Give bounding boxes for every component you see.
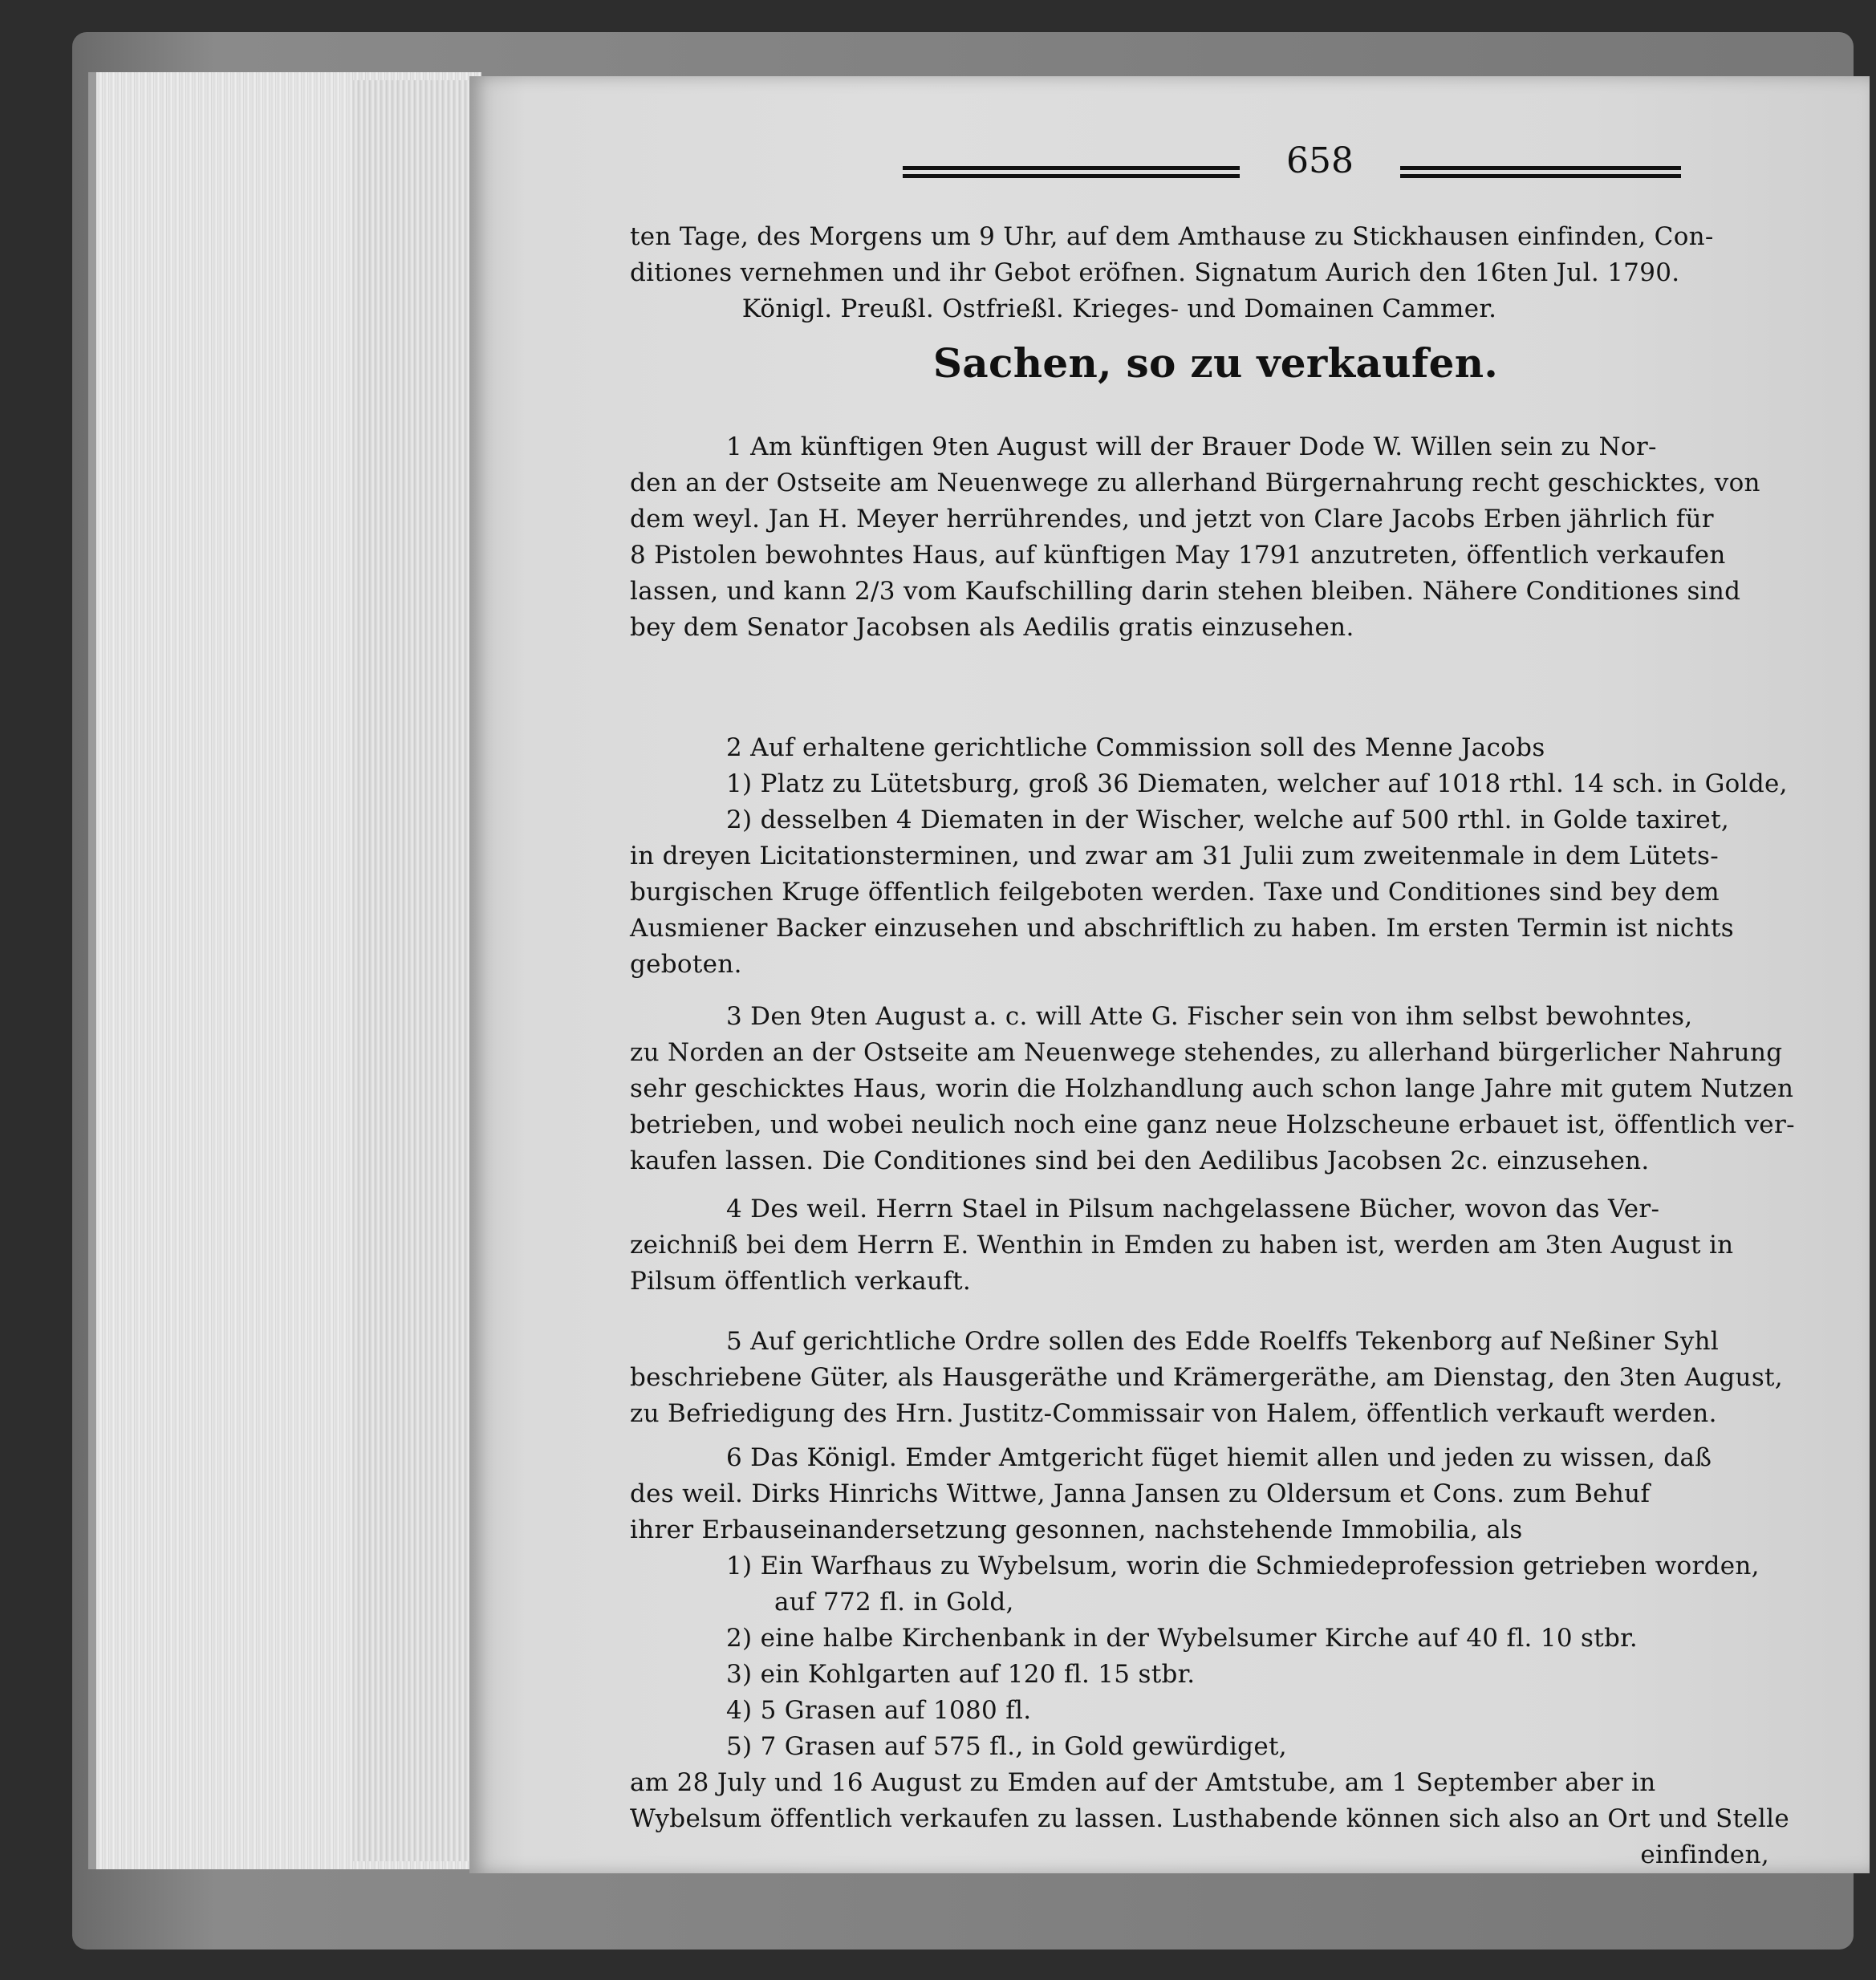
page-edges-inner	[353, 80, 473, 1861]
entry-6	[630, 1440, 1801, 1873]
entry-line: dem weyl. Jan H. Meyer herrührendes, und jetzt von Clare Jacobs Erben jährlich für	[630, 505, 1714, 534]
entry-5	[630, 1324, 1801, 1432]
header-rule-right	[1400, 166, 1681, 170]
intro-signature: Königl. Preußl. Ostfrießl. Krieges- und Domainen Cammer.	[741, 294, 1497, 323]
entry-line: 2 Auf erhaltene gerichtliche Commission soll des Menne Jacobs	[726, 733, 1545, 762]
entry-1	[630, 429, 1801, 646]
intro-paragraph	[630, 219, 1801, 327]
entry-2	[630, 730, 1801, 983]
entry-line: 3) ein Kohlgarten auf 120 fl. 15 stbr.	[726, 1660, 1196, 1689]
entry-line: Pilsum öffentlich verkauft.	[630, 1267, 971, 1296]
entry-line: 4 Des weil. Herrn Stael in Pilsum nachgelassene Bücher, wovon das Ver-	[726, 1195, 1660, 1223]
entry-line: auf 772 fl. in Gold,	[774, 1588, 1014, 1617]
entry-line: am 28 July und 16 August zu Emden auf der Amtstube, am 1 September aber in	[630, 1768, 1656, 1797]
entry-line: ihrer Erbauseinandersetzung gesonnen, nachstehende Immobilia, als	[630, 1515, 1523, 1544]
entry-4	[630, 1191, 1801, 1300]
entry-line: den an der Ostseite am Neuenwege zu allerhand Bürgernahrung recht geschicktes, von	[630, 469, 1760, 497]
entry-line: beschriebene Güter, als Hausgeräthe und Krämergeräthe, am Dienstag, den 3ten August,	[630, 1363, 1783, 1392]
entry-3	[630, 999, 1801, 1179]
entry-line: 8 Pistolen bewohntes Haus, auf künftigen May 1791 anzutreten, öffentlich verkaufen	[630, 541, 1726, 570]
entry-line: 4) 5 Grasen auf 1080 fl.	[726, 1696, 1032, 1725]
entry-line: in dreyen Licitationsterminen, und zwar am 31 Julii zum zweitenmale in dem Lütets-	[630, 842, 1720, 870]
entry-line: 6 Das Königl. Emder Amtgericht füget hiemit allen und jeden zu wissen, daß	[726, 1443, 1712, 1472]
entry-line: 2) eine halbe Kirchenbank in der Wybelsumer Kirche auf 40 fl. 10 stbr.	[726, 1624, 1638, 1653]
entry-line: kaufen lassen. Die Conditiones sind bei den Aedilibus Jacobsen 2c. einzusehen.	[630, 1146, 1650, 1175]
entry-line: bey dem Senator Jacobsen als Aedilis gratis einzusehen.	[630, 613, 1354, 642]
entry-line: einfinden,	[1640, 1840, 1769, 1869]
entry-line: sehr geschicktes Haus, worin die Holzhandlung auch schon lange Jahre mit gutem Nutzen	[630, 1074, 1794, 1103]
intro-line: ditiones vernehmen und ihr Gebot eröfnen. Signatum Aurich den 16ten Jul. 1790.	[630, 258, 1680, 287]
entry-line: 2) desselben 4 Diematen in der Wischer, welche auf 500 rthl. in Golde taxiret,	[726, 805, 1729, 834]
entry-line: lassen, und kann 2/3 vom Kaufschilling darin stehen bleiben. Nähere Conditiones sind	[630, 577, 1741, 606]
page-number: 658	[1286, 140, 1354, 181]
entry-line: 1) Platz zu Lütetsburg, groß 36 Diematen, welcher auf 1018 rthl. 14 sch. in Golde,	[726, 769, 1788, 798]
entry-line: geboten.	[630, 950, 742, 979]
header-rule-left	[903, 166, 1240, 170]
page-header	[903, 140, 1769, 205]
entry-line: 1 Am künftigen 9ten August will der Brauer Dode W. Willen sein zu Nor-	[726, 432, 1657, 461]
entry-line: burgischen Kruge öffentlich feilgeboten werden. Taxe und Conditiones sind bey dem	[630, 878, 1720, 907]
entry-line: des weil. Dirks Hinrichs Wittwe, Janna Jansen zu Oldersum et Cons. zum Behuf	[630, 1479, 1651, 1508]
entry-line: zu Befriedigung des Hrn. Justitz-Commissair von Halem, öffentlich verkauft werden.	[630, 1399, 1717, 1428]
entry-line: 5 Auf gerichtliche Ordre sollen des Edde Roelffs Tekenborg auf Neßiner Syhl	[726, 1327, 1720, 1356]
book-page	[469, 76, 1870, 1873]
entry-line: Ausmiener Backer einzusehen und abschriftlich zu haben. Im ersten Termin ist nichts	[630, 914, 1734, 943]
section-heading: Sachen, so zu verkaufen.	[932, 339, 1499, 387]
entry-line: zeichniß bei dem Herrn E. Wenthin in Emden zu haben ist, werden am 3ten August in	[630, 1231, 1734, 1260]
entry-line: zu Norden an der Ostseite am Neuenwege stehendes, zu allerhand bürgerlicher Nahrung	[630, 1038, 1783, 1067]
entry-line: 3 Den 9ten August a. c. will Atte G. Fischer sein von ihm selbst bewohntes,	[726, 1002, 1693, 1031]
intro-line: ten Tage, des Morgens um 9 Uhr, auf dem Amthause zu Stickhausen einfinden, Con-	[630, 222, 1714, 251]
entry-line: betrieben, und wobei neulich noch eine ganz neue Holzscheune erbauet ist, öffentlich ver-	[630, 1110, 1795, 1139]
entry-line: 5) 7 Grasen auf 575 fl., in Gold gewürdiget,	[726, 1732, 1287, 1761]
entry-line: Wybelsum öffentlich verkaufen zu lassen. Lusthabende können sich also an Ort und Stelle	[630, 1804, 1789, 1833]
entry-line: 1) Ein Warfhaus zu Wybelsum, worin die Schmiedeprofession getrieben worden,	[726, 1552, 1760, 1580]
